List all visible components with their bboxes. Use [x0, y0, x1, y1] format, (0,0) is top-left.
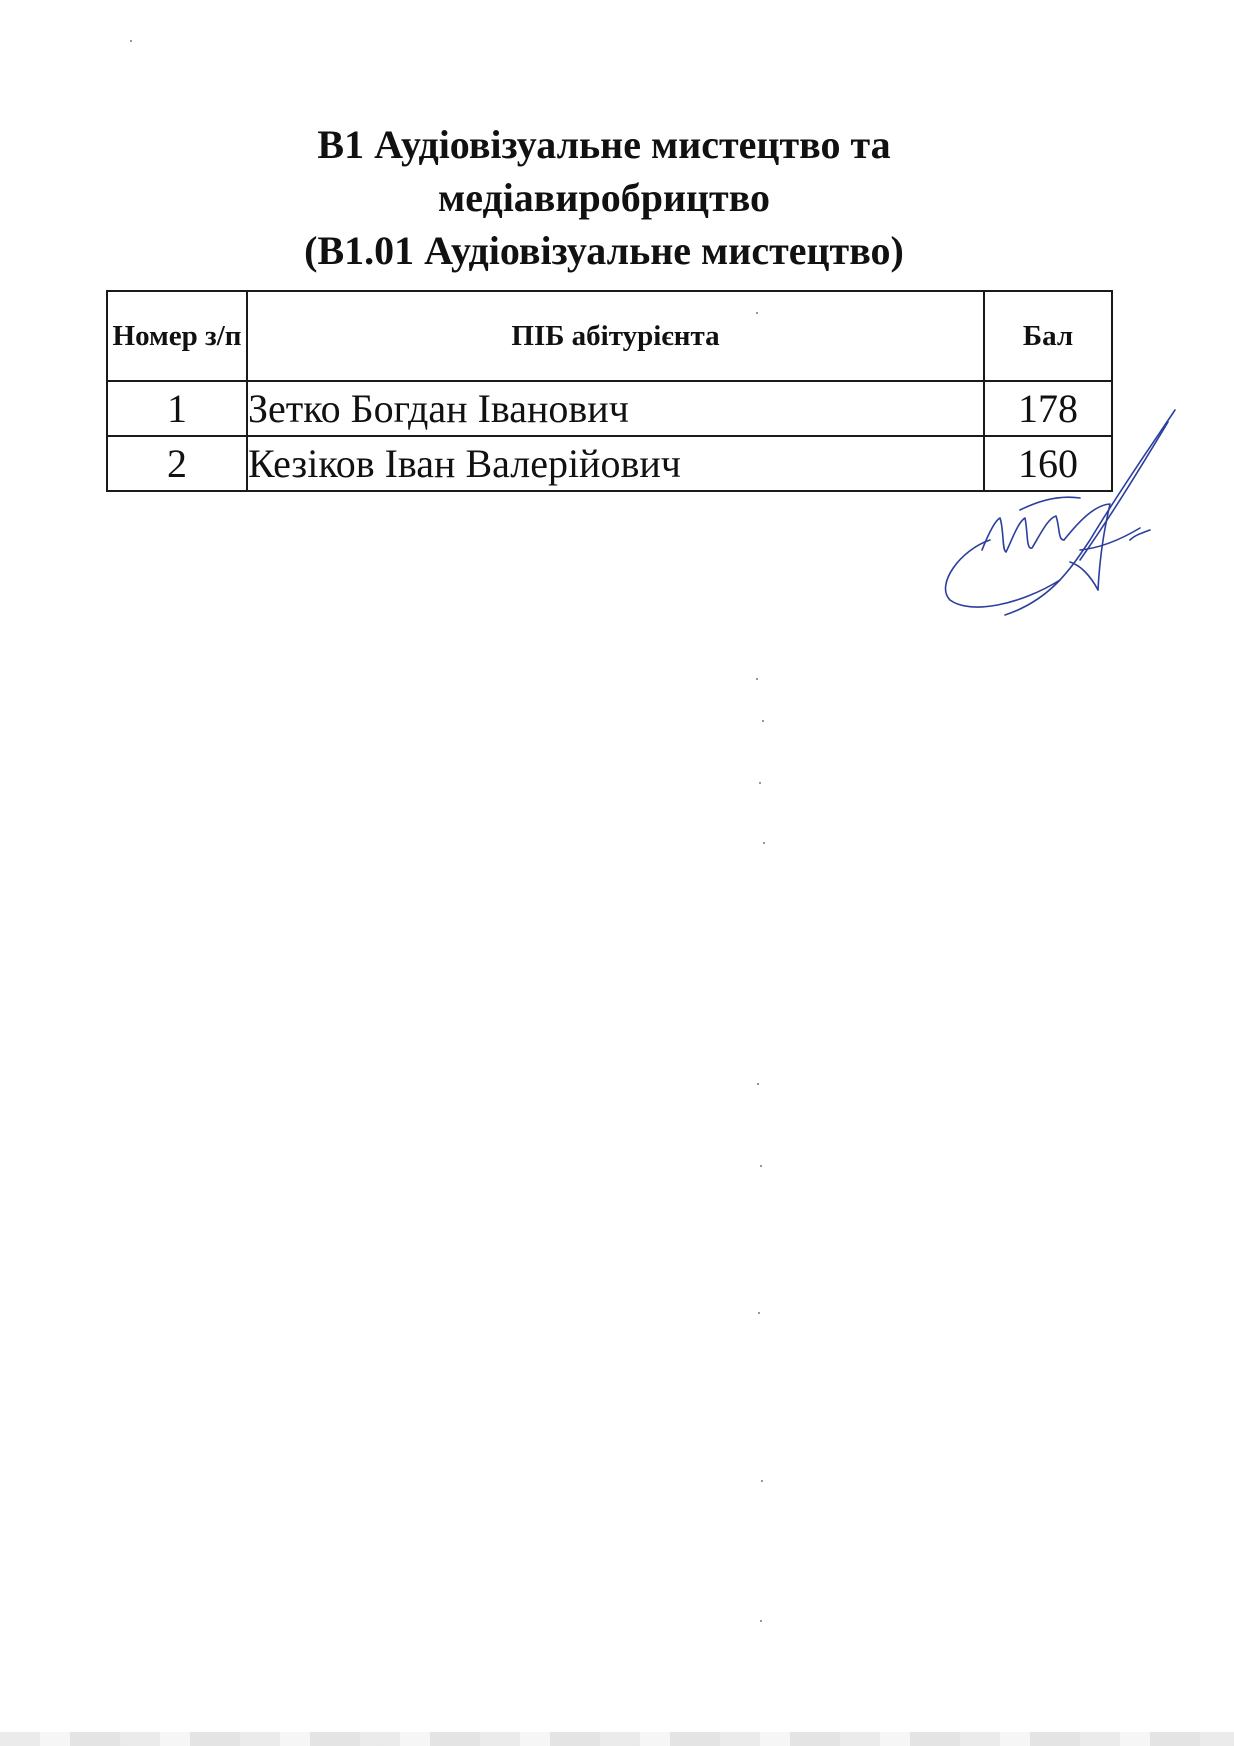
title-line-2: медіавиробрицтво — [437, 175, 771, 220]
row-name: Зетко Богдан Іванович — [247, 381, 984, 436]
header-number: Номер з/п — [107, 291, 247, 381]
row-number: 1 — [107, 381, 247, 436]
row-score: 160 — [984, 436, 1112, 491]
table-header-row — [107, 291, 1112, 381]
row-number: 2 — [107, 436, 247, 491]
row-score: 178 — [984, 381, 1112, 436]
title-line-3: (В1.01 Аудіовізуальне мистецтво) — [304, 228, 904, 273]
handwritten-signature — [930, 400, 1190, 630]
header-name: ПІБ абітурієнта — [247, 291, 984, 381]
title-line-1: В1 Аудіовізуальне мистецтво та — [317, 122, 891, 167]
document-title — [150, 118, 1058, 277]
header-score: Бал — [984, 291, 1112, 381]
scan-edge-strip — [0, 1732, 1234, 1746]
row-name: Кезіков Іван Валерійович — [247, 436, 984, 491]
